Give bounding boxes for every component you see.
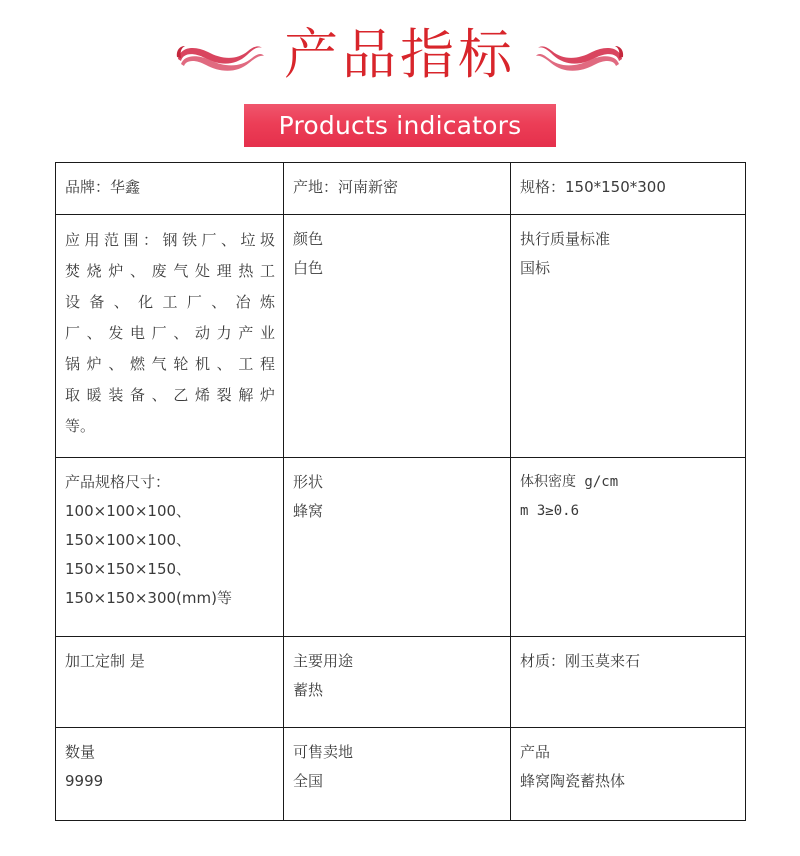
cell-value: 蓄热 <box>293 681 324 699</box>
title-row <box>0 20 800 90</box>
cell-value: 国标 <box>520 259 551 277</box>
cell-material <box>511 637 746 728</box>
cell-value: 全国 <box>293 772 324 790</box>
cell-origin <box>284 163 511 215</box>
cell-color <box>284 215 511 458</box>
cell-label: 形状 <box>293 473 324 491</box>
table-row <box>56 458 746 637</box>
cell-product-name <box>511 728 746 821</box>
cell-sales-region <box>284 728 511 821</box>
cell-value: m 3≥0.6 <box>520 503 580 519</box>
cell-quantity <box>56 728 284 821</box>
cell-customization <box>56 637 284 728</box>
cell-label: 颜色 <box>293 230 324 248</box>
cell-value: 150×150×150、 <box>65 560 192 578</box>
cell-text: 应用范围：钢铁厂、垃圾 <box>65 231 275 249</box>
cell-text: 设备、化工厂、冶炼 <box>65 293 275 311</box>
cell-value: 蜂窝陶瓷蓄热体 <box>520 772 626 790</box>
cell-text: 等。 <box>65 417 96 435</box>
cell-label: 体积密度 g/cm <box>520 474 619 490</box>
cell-text: 取暖装备、乙烯裂解炉 <box>65 386 275 404</box>
cell-application-scope <box>56 215 284 458</box>
cell-text: 产地：河南新密 <box>293 178 399 196</box>
cell-specification <box>511 163 746 215</box>
cell-quality-standard <box>511 215 746 458</box>
cell-label: 产品 <box>520 743 551 761</box>
cell-text: 材质：刚玉莫来石 <box>520 652 641 670</box>
cell-shape <box>284 458 511 637</box>
table-row <box>56 163 746 215</box>
page-title: 产品指标 <box>284 23 516 86</box>
cell-bulk-density <box>511 458 746 637</box>
subtitle-banner <box>244 104 556 147</box>
cell-label: 执行质量标准 <box>520 230 611 248</box>
cell-value: 白色 <box>293 259 324 277</box>
swirl-ornament-left-icon <box>174 33 266 77</box>
subtitle-text: Products indicators <box>278 111 522 140</box>
cell-value: 150×150×300(mm)等 <box>65 589 232 607</box>
product-spec-table <box>55 162 746 821</box>
cell-value: 100×100×100、 <box>65 502 192 520</box>
cell-value: 蜂窝 <box>293 502 324 520</box>
cell-text: 品牌：华鑫 <box>65 178 141 196</box>
cell-label: 数量 <box>65 743 96 761</box>
cell-label: 主要用途 <box>293 652 354 670</box>
table-row <box>56 728 746 821</box>
cell-value: 150×100×100、 <box>65 531 192 549</box>
swirl-ornament-right-icon <box>534 33 626 77</box>
cell-text: 锅炉、燃气轮机、工程 <box>65 355 275 373</box>
table-row <box>56 637 746 728</box>
cell-label: 可售卖地 <box>293 743 354 761</box>
cell-main-use <box>284 637 511 728</box>
cell-product-sizes <box>56 458 284 637</box>
cell-value: 9999 <box>65 772 104 790</box>
table-row <box>56 215 746 458</box>
cell-text: 焚烧炉、废气处理热工 <box>65 262 275 280</box>
cell-text: 规格：150*150*300 <box>520 178 666 196</box>
cell-brand <box>56 163 284 215</box>
cell-label: 产品规格尺寸： <box>65 473 171 491</box>
cell-text: 加工定制 是 <box>65 652 145 670</box>
cell-text: 厂、发电厂、动力产业 <box>65 324 275 342</box>
page-header <box>0 0 800 150</box>
